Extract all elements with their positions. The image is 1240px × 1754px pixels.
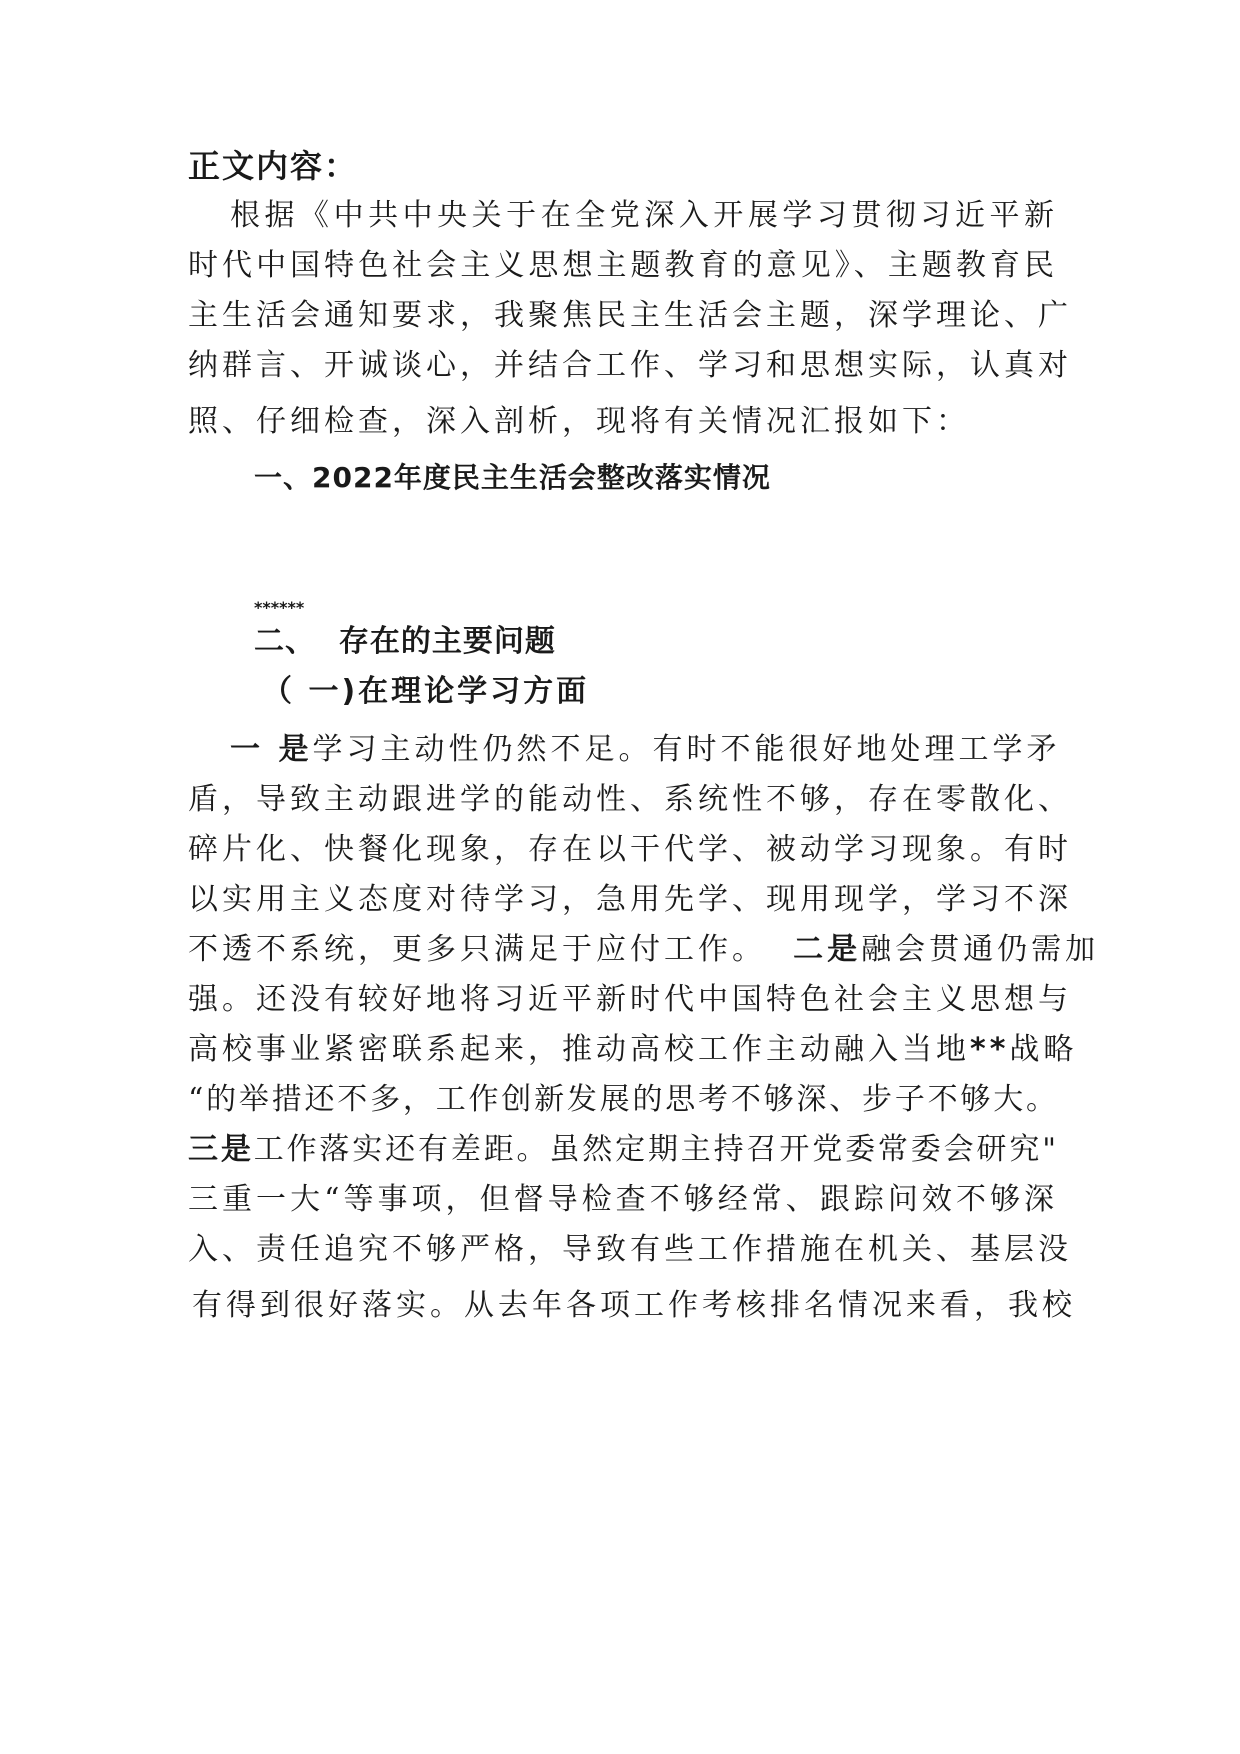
body-line-5 (188, 928, 1100, 972)
body-line-9 (188, 1128, 1058, 1172)
intro-line-3: 主生活会通知要求，我聚焦民主生活会主题，深学理论、广 (188, 298, 1072, 333)
body-line-12: 有得到很好落实。从去年各项工作考核排名情况来看，我校 (192, 1288, 1076, 1323)
body-line-11: 入、责任追究不够严格，导致有些工作措施在机关、基层没 (188, 1232, 1072, 1267)
body-line-1 (230, 728, 1061, 772)
body-line-7-text: 高校事业紧密联系起来，推动高校工作主动融入当地 (188, 1032, 970, 1067)
intro-line-1: 根据《中共中央关于在全党深入开展学习贯彻习近平新 (230, 198, 1058, 233)
placeholder-asterisks: ** (970, 1032, 1010, 1067)
body-line-4: 以实用主义态度对待学习，急用先学、现用现学，学习不深 (188, 882, 1072, 917)
point-1-text: 学习主动性仍然不足。有时不能很好地处理工学矛 (312, 732, 1061, 767)
body-line-8: “的举措还不多，工作创新发展的思考不够深、步子不够大。 (188, 1082, 1058, 1117)
body-line-10: 三重一大“等事项，但督导检查不够经常、跟踪问效不够深 (188, 1182, 1058, 1217)
intro-line-5: 照、仔细检查，深入剖析，现将有关情况汇报如下： (188, 404, 970, 439)
point-1-label: 一 是 (230, 732, 313, 767)
section-1-placeholder: ****** (254, 598, 305, 617)
body-line-7 (188, 1028, 1078, 1072)
point-3-label: 三是 (188, 1132, 254, 1167)
subsection-1-heading: （ 一)在理论学习方面 (262, 674, 590, 709)
body-line-3: 碎片化、快餐化现象，存在以干代学、被动学习现象。有时 (188, 832, 1072, 867)
body-line-7-tail: 战略 (1009, 1032, 1078, 1067)
intro-line-4: 纳群言、开诚谈心，并结合工作、学习和思想实际，认真对 (188, 348, 1072, 383)
point-3-text: 工作落实还有差距。虽然定期主持召开党委常委会研究" (253, 1132, 1058, 1167)
section-1-heading: 一、2022年度民主生活会整改落实情况 (254, 461, 771, 494)
body-line-6: 强。还没有较好地将习近平新时代中国特色社会主义思想与 (188, 982, 1072, 1017)
section-2-heading: 二、 存在的主要问题 (254, 624, 556, 659)
content-heading: 正文内容： (188, 147, 359, 185)
point-2-text: 融会贯通仍需加 (861, 932, 1100, 967)
intro-line-2: 时代中国特色社会主义思想主题教育的意见》、主题教育民 (188, 248, 1058, 283)
point-2-label: 二是 (793, 932, 862, 967)
body-line-2: 盾，导致主动跟进学的能动性、系统性不够，存在零散化、 (188, 782, 1072, 817)
point-1-end: 不透不系统，更多只满足于应付工作。 (188, 932, 766, 967)
